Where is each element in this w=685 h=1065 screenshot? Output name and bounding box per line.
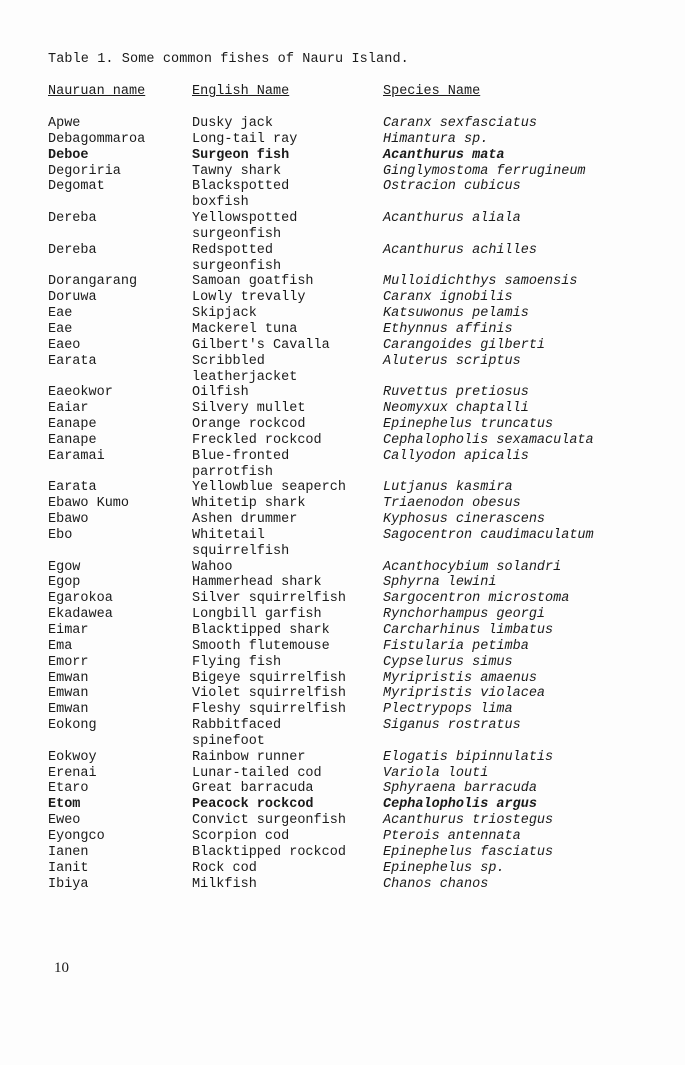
english-name-cell: Tawny shark <box>192 163 282 179</box>
english-name-cell: Wahoo <box>192 559 233 575</box>
species-name-cell: Acanthurus aliala <box>383 211 521 227</box>
table-row <box>0 750 685 766</box>
english-name-cell: Mackerel tuna <box>192 321 298 337</box>
nauruan-name-cell: Emwan <box>48 686 89 702</box>
table-row <box>0 243 685 259</box>
english-name-cell: Silver squirrelfish <box>192 591 346 607</box>
nauruan-name-cell: Eaeokwor <box>48 385 113 401</box>
english-name-cell: Long-tail ray <box>192 131 298 147</box>
english-name-cell: surgeonfish <box>192 226 282 242</box>
species-name-cell: Aluterus scriptus <box>383 353 521 369</box>
nauruan-name-cell: Eae <box>48 321 73 337</box>
table-row <box>0 465 685 481</box>
english-name-cell: Lunar-tailed cod <box>192 765 322 781</box>
nauruan-name-cell: Eae <box>48 306 73 322</box>
english-name-cell: Skipjack <box>192 306 257 322</box>
nauruan-name-cell: Emwan <box>48 670 89 686</box>
species-name-cell: Neomyxux chaptalli <box>383 401 529 417</box>
english-name-cell: Flying fish <box>192 654 282 670</box>
table-row <box>0 528 685 544</box>
english-name-cell: Violet squirrelfish <box>192 686 346 702</box>
species-name-cell: Kyphosus cinerascens <box>383 512 546 528</box>
nauruan-name-cell: Ekadawea <box>48 607 113 623</box>
table-row <box>0 829 685 845</box>
table-row <box>0 702 685 718</box>
nauruan-name-cell: Eokwoy <box>48 749 97 765</box>
table-row <box>0 607 685 623</box>
table-row <box>0 718 685 734</box>
species-name-cell: Ostracion cubicus <box>383 179 521 195</box>
species-name-cell: Sphyrna lewini <box>383 575 497 591</box>
table-title: Table 1. Some common fishes of Nauru Island. <box>48 52 409 67</box>
english-name-cell: Blue-fronted <box>192 448 290 464</box>
species-name-cell: Sargocentron microstoma <box>383 591 570 607</box>
table-row <box>0 781 685 797</box>
species-name-cell: Variola louti <box>383 765 489 781</box>
table-row <box>0 211 685 227</box>
table-row <box>0 639 685 655</box>
table-row <box>0 671 685 687</box>
header-nauruan-name: Nauruan name <box>48 84 146 99</box>
table-row <box>0 813 685 829</box>
species-name-cell: Caranx ignobilis <box>383 290 513 306</box>
english-name-cell: Whitetip shark <box>192 496 306 512</box>
table-row <box>0 496 685 512</box>
nauruan-name-cell: Dereba <box>48 242 97 258</box>
nauruan-name-cell: Earamai <box>48 448 105 464</box>
header-english-name: English Name <box>192 84 290 99</box>
table-row <box>0 766 685 782</box>
english-name-cell: Peacock rockcod <box>192 797 314 813</box>
english-name-cell: Milkfish <box>192 876 257 892</box>
nauruan-name-cell: Eaiar <box>48 401 89 417</box>
table-row <box>0 877 685 893</box>
table-row <box>0 655 685 671</box>
species-name-cell: Acanthurus triostegus <box>383 813 554 829</box>
nauruan-name-cell: Ianen <box>48 844 89 860</box>
nauruan-name-cell: Eyongco <box>48 828 105 844</box>
table-row <box>0 575 685 591</box>
table-row <box>0 227 685 243</box>
english-name-cell: Orange rockcod <box>192 417 306 433</box>
nauruan-name-cell: Egow <box>48 559 81 575</box>
table-row <box>0 132 685 148</box>
english-name-cell: squirrelfish <box>192 543 290 559</box>
english-name-cell: spinefoot <box>192 733 265 749</box>
nauruan-name-cell: Emwan <box>48 702 89 718</box>
table-row <box>0 290 685 306</box>
nauruan-name-cell: Degomat <box>48 179 105 195</box>
species-name-cell: Pterois antennata <box>383 828 521 844</box>
species-name-cell: Carcharhinus limbatus <box>383 623 554 638</box>
table-row <box>0 195 685 211</box>
table-row <box>0 797 685 813</box>
table-row <box>0 164 685 180</box>
species-name-cell: Fistularia petimba <box>383 638 529 654</box>
table-row <box>0 116 685 132</box>
table-row <box>0 449 685 465</box>
species-name-cell: Epinephelus truncatus <box>383 417 554 433</box>
table-row <box>0 417 685 433</box>
table-row <box>0 322 685 338</box>
species-name-cell: Epinephelus fasciatus <box>383 844 554 860</box>
english-name-cell: Oilfish <box>192 385 249 401</box>
species-name-cell: Rynchorhampus georgi <box>383 607 546 623</box>
english-name-cell: Yellowspotted <box>192 211 298 227</box>
english-name-cell: Ashen drummer <box>192 512 298 528</box>
table-row <box>0 306 685 322</box>
english-name-cell: Bigeye squirrelfish <box>192 670 346 686</box>
nauruan-name-cell: Ebawo Kumo <box>48 496 130 512</box>
nauruan-name-cell: Ebo <box>48 527 73 543</box>
nauruan-name-cell: Doruwa <box>48 290 97 306</box>
english-name-cell: Freckled rockcod <box>192 432 322 448</box>
species-name-cell: Sagocentron caudimaculatum <box>383 527 594 543</box>
table-row <box>0 259 685 275</box>
species-name-cell: Lutjanus kasmira <box>383 480 513 496</box>
english-name-cell: surgeonfish <box>192 258 282 274</box>
table-row <box>0 338 685 354</box>
english-name-cell: Lowly trevally <box>192 290 306 306</box>
english-name-cell: Great barracuda <box>192 781 314 797</box>
table-row <box>0 560 685 576</box>
table-row <box>0 845 685 861</box>
table-row <box>0 512 685 528</box>
english-name-cell: Rock cod <box>192 860 257 876</box>
table-row <box>0 274 685 290</box>
nauruan-name-cell: Dereba <box>48 211 97 227</box>
header-species-name: Species Name <box>383 84 481 99</box>
english-name-cell: Surgeon fish <box>192 147 290 163</box>
nauruan-name-cell: Eaeo <box>48 337 81 353</box>
table-row <box>0 179 685 195</box>
species-name-cell: Epinephelus sp. <box>383 860 505 876</box>
nauruan-name-cell: Dorangarang <box>48 274 138 290</box>
english-name-cell: Scorpion cod <box>192 828 290 844</box>
nauruan-name-cell: Debagommaroa <box>48 131 146 147</box>
nauruan-name-cell: Eimar <box>48 623 89 638</box>
english-name-cell: boxfish <box>192 195 249 211</box>
species-name-cell: Cephalopholis sexamaculata <box>383 432 594 448</box>
nauruan-name-cell: Ema <box>48 638 73 654</box>
english-name-cell: Hammerhead shark <box>192 575 322 591</box>
table-row <box>0 734 685 750</box>
table-row <box>0 480 685 496</box>
table-row <box>0 591 685 607</box>
english-name-cell: Longbill garfish <box>192 607 322 623</box>
nauruan-name-cell: Emorr <box>48 654 89 670</box>
nauruan-name-cell: Apwe <box>48 116 81 131</box>
nauruan-name-cell: Ianit <box>48 860 89 876</box>
nauruan-name-cell: Deboe <box>48 147 89 163</box>
english-name-cell: Silvery mullet <box>192 401 306 417</box>
page-number: 10 <box>54 960 69 976</box>
nauruan-name-cell: Etom <box>48 797 81 813</box>
species-name-cell: Himantura sp. <box>383 131 489 147</box>
fish-table-body <box>0 116 685 892</box>
species-name-cell: Siganus rostratus <box>383 718 521 734</box>
english-name-cell: Whitetail <box>192 527 265 543</box>
english-name-cell: Smooth flutemouse <box>192 638 330 654</box>
table-row <box>0 433 685 449</box>
species-name-cell: Carangoides gilberti <box>383 337 546 353</box>
nauruan-name-cell: Degoriria <box>48 163 121 179</box>
table-row <box>0 385 685 401</box>
species-name-cell: Mulloidichthys samoensis <box>383 274 578 290</box>
nauruan-name-cell: Etaro <box>48 781 89 797</box>
english-name-cell: Convict surgeonfish <box>192 813 346 829</box>
nauruan-name-cell: Eweo <box>48 813 81 829</box>
nauruan-name-cell: Earata <box>48 353 97 369</box>
species-name-cell: Acanthurus mata <box>383 147 505 163</box>
table-row <box>0 861 685 877</box>
nauruan-name-cell: Ibiya <box>48 876 89 892</box>
species-name-cell: Caranx sexfasciatus <box>383 116 537 131</box>
species-name-cell: Elogatis bipinnulatis <box>383 749 554 765</box>
table-row <box>0 370 685 386</box>
species-name-cell: Callyodon apicalis <box>383 448 529 464</box>
table-row <box>0 354 685 370</box>
species-name-cell: Triaenodon obesus <box>383 496 521 512</box>
english-name-cell: parrotfish <box>192 464 274 480</box>
english-name-cell: Yellowblue seaperch <box>192 480 346 496</box>
nauruan-name-cell: Egarokoa <box>48 591 113 607</box>
nauruan-name-cell: Ebawo <box>48 512 89 528</box>
english-name-cell: Scribbled <box>192 353 265 369</box>
english-name-cell: leatherjacket <box>192 369 298 385</box>
species-name-cell: Myripristis amaenus <box>383 670 537 686</box>
english-name-cell: Gilbert's Cavalla <box>192 337 330 353</box>
nauruan-name-cell: Egop <box>48 575 81 591</box>
english-name-cell: Blacktipped rockcod <box>192 844 346 860</box>
table-row <box>0 148 685 164</box>
nauruan-name-cell: Eokong <box>48 718 97 734</box>
english-name-cell: Blackspotted <box>192 179 290 195</box>
table-row <box>0 623 685 639</box>
species-name-cell: Ginglymostoma ferrugineum <box>383 163 586 179</box>
species-name-cell: Katsuwonus pelamis <box>383 306 529 322</box>
table-row <box>0 686 685 702</box>
english-name-cell: Redspotted <box>192 242 274 258</box>
species-name-cell: Cephalopholis argus <box>383 797 537 813</box>
english-name-cell: Samoan goatfish <box>192 274 314 290</box>
nauruan-name-cell: Eanape <box>48 417 97 433</box>
species-name-cell: Ruvettus pretiosus <box>383 385 529 401</box>
species-name-cell: Cypselurus simus <box>383 654 513 670</box>
table-row <box>0 544 685 560</box>
species-name-cell: Plectrypops lima <box>383 702 513 718</box>
english-name-cell: Dusky jack <box>192 116 274 131</box>
english-name-cell: Blacktipped shark <box>192 623 330 638</box>
species-name-cell: Acanthocybium solandri <box>383 559 562 575</box>
english-name-cell: Rainbow runner <box>192 749 306 765</box>
english-name-cell: Fleshy squirrelfish <box>192 702 346 718</box>
species-name-cell: Ethynnus affinis <box>383 321 513 337</box>
species-name-cell: Myripristis violacea <box>383 686 546 702</box>
species-name-cell: Acanthurus achilles <box>383 242 537 258</box>
table-row <box>0 401 685 417</box>
species-name-cell: Sphyraena barracuda <box>383 781 537 797</box>
nauruan-name-cell: Eanape <box>48 432 97 448</box>
english-name-cell: Rabbitfaced <box>192 718 282 734</box>
nauruan-name-cell: Earata <box>48 480 97 496</box>
species-name-cell: Chanos chanos <box>383 876 489 892</box>
nauruan-name-cell: Erenai <box>48 765 97 781</box>
